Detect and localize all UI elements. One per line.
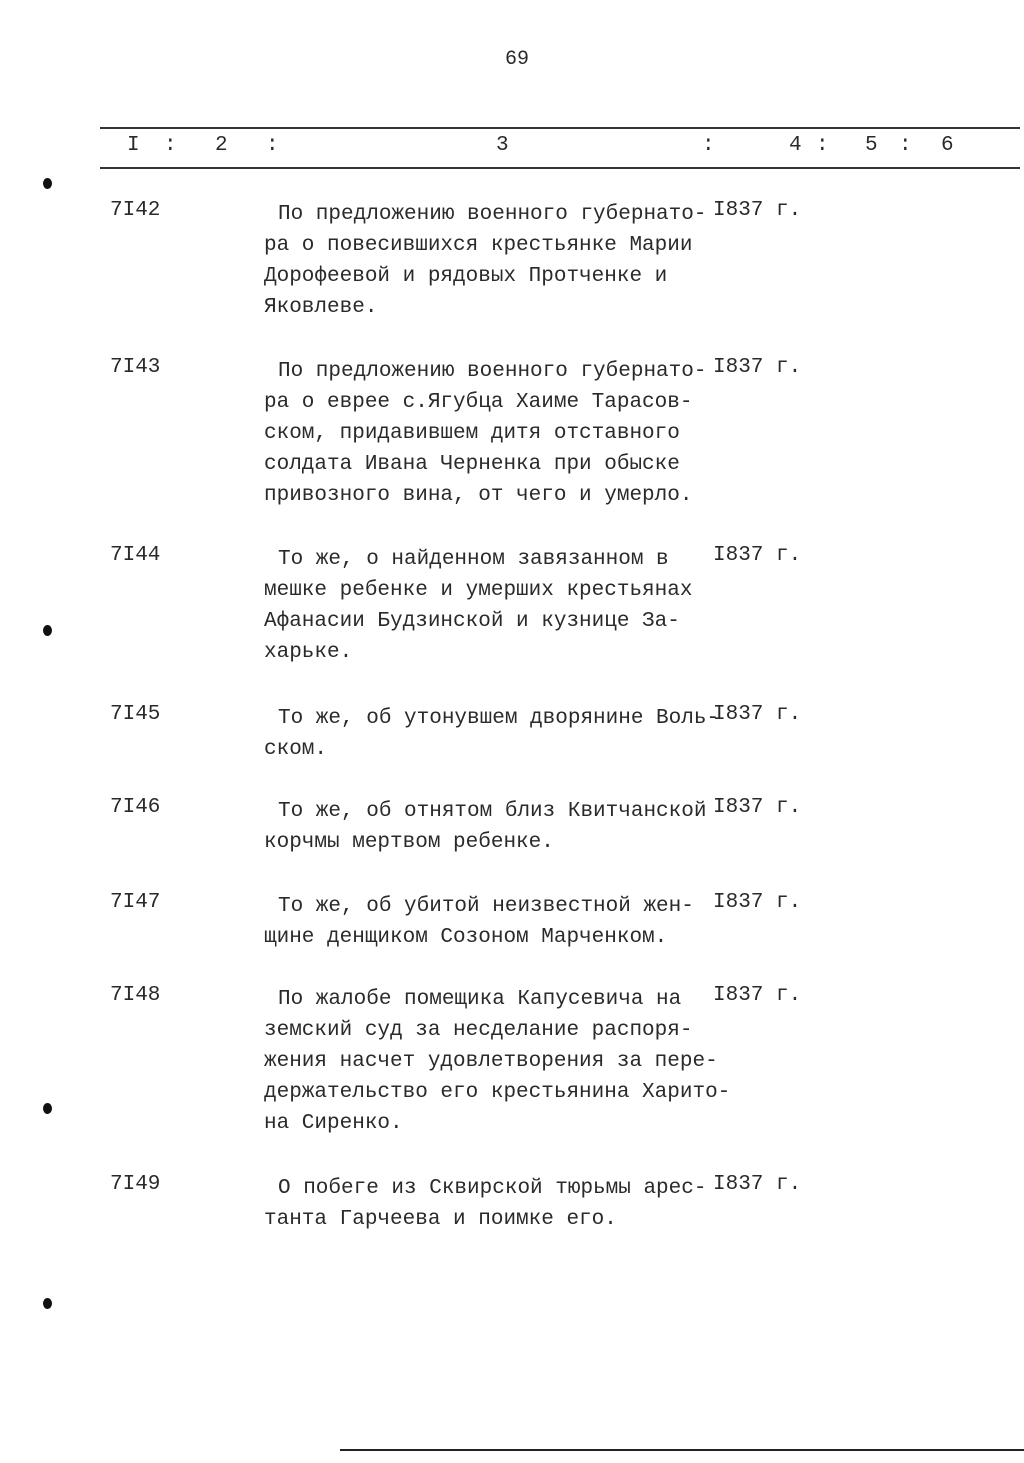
- description-line: То же, об отнятом близ Квитчанской: [278, 800, 707, 823]
- description-line: солдата Ивана Черненка при обыске: [264, 453, 680, 476]
- record-number: 7I48: [110, 984, 161, 1007]
- description-line: О побеге из Сквирской тюрьмы арес-: [278, 1177, 707, 1200]
- record-description: [264, 356, 706, 511]
- record-date: I837 г.: [713, 703, 802, 726]
- record-description: [264, 199, 706, 323]
- record-description: [264, 1173, 706, 1235]
- description-line: держательство его крестьянина Харито-: [264, 1081, 731, 1104]
- record-description: [264, 796, 706, 858]
- record-number: 7I44: [110, 544, 161, 567]
- record-date: I837 г.: [713, 984, 802, 1007]
- record-description: [264, 703, 719, 765]
- binding-hole: [43, 625, 52, 636]
- record-number: 7I47: [110, 891, 161, 914]
- page-number: 69: [505, 48, 530, 71]
- description-line: привозного вина, от чего и умерло.: [264, 484, 693, 507]
- record-date: I837 г.: [713, 1173, 802, 1196]
- description-line: По предложению военного губернато-: [278, 360, 707, 383]
- description-line: щине денщиком Созоном Марченком.: [264, 926, 668, 949]
- column-header-6: 6: [941, 134, 954, 157]
- description-line: Дорофеевой и рядовых Протченке и: [264, 265, 668, 288]
- column-separator: :: [164, 134, 177, 157]
- record-number: 7I46: [110, 796, 161, 819]
- header-top-rule: [100, 127, 1020, 129]
- description-line: танта Гарчеева и поимке его.: [264, 1208, 617, 1231]
- description-line: на Сиренко.: [264, 1112, 403, 1135]
- record-date: I837 г.: [713, 891, 802, 914]
- binding-hole: [43, 1103, 52, 1114]
- record-date: I837 г.: [713, 544, 802, 567]
- binding-hole: [43, 178, 52, 189]
- column-separator: :: [266, 134, 279, 157]
- description-line: То же, о найденном завязанном в: [278, 548, 669, 571]
- record-date: I837 г.: [713, 199, 802, 222]
- description-line: По предложению военного губернато-: [278, 203, 707, 226]
- description-line: ра о повесившихся крестьянке Марии: [264, 234, 693, 257]
- description-line: Афанасии Будзинской и кузнице За-: [264, 610, 680, 633]
- column-header-1: I: [127, 134, 140, 157]
- description-line: То же, об утонувшем дворянине Воль-: [278, 707, 720, 730]
- bottom-rule: [340, 1449, 1024, 1451]
- description-line: ра о еврее с.Ягубца Хаиме Тарасов-: [264, 391, 693, 414]
- binding-hole: [43, 1298, 52, 1309]
- column-separator: :: [899, 134, 912, 157]
- record-number: 7I43: [110, 356, 161, 379]
- description-line: корчмы мертвом ребенке.: [264, 831, 554, 854]
- column-header-5: 5: [865, 134, 878, 157]
- description-line: ском.: [264, 738, 328, 761]
- record-description: [264, 891, 694, 953]
- record-date: I837 г.: [713, 356, 802, 379]
- column-header-2: 2: [215, 134, 228, 157]
- record-date: I837 г.: [713, 796, 802, 819]
- column-separator: :: [702, 134, 715, 157]
- record-number: 7I45: [110, 703, 161, 726]
- description-line: То же, об убитой неизвестной жен-: [278, 895, 694, 918]
- description-line: мешке ребенке и умерших крестьянах: [264, 579, 693, 602]
- description-line: жения насчет удовлетворения за пере-: [264, 1050, 718, 1073]
- column-header-4: 4: [789, 134, 802, 157]
- record-number: 7I42: [110, 199, 161, 222]
- header-bottom-rule: [100, 167, 1020, 169]
- record-number: 7I49: [110, 1173, 161, 1196]
- record-description: [264, 544, 692, 668]
- description-line: земский суд за несделание распоря-: [264, 1019, 693, 1042]
- description-line: По жалобе помещика Капусевича на: [278, 988, 682, 1011]
- description-line: харьке.: [264, 641, 353, 664]
- description-line: Яковлеве.: [264, 296, 378, 319]
- description-line: ском, придавившем дитя отставного: [264, 422, 680, 445]
- column-separator: :: [816, 134, 829, 157]
- record-description: [264, 984, 730, 1139]
- column-header-3: 3: [496, 134, 509, 157]
